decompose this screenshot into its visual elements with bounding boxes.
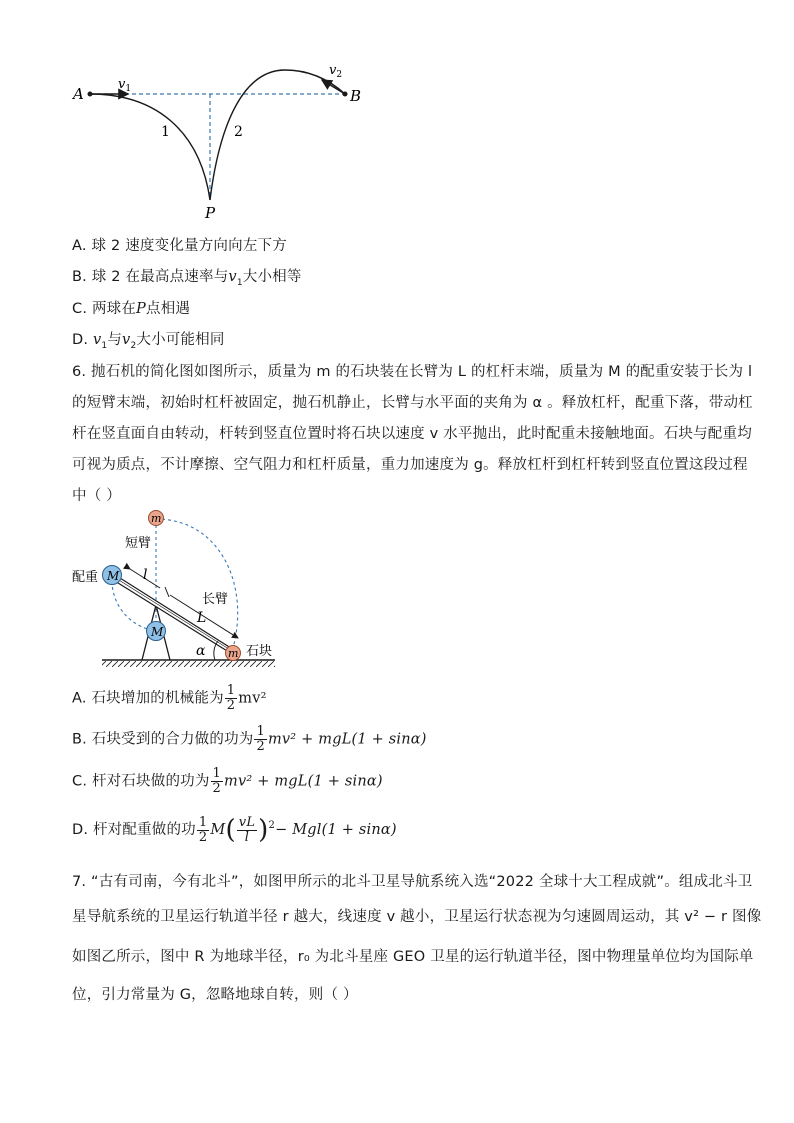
q7-line-3: 如图乙所示，图中 R 为地球半径，r₀ 为北斗星座 GEO 卫星的运行轨道半径，图中物理量单位均为国际单 <box>72 949 754 965</box>
label-v2: $v_2$ <box>329 63 343 80</box>
label-b: B <box>350 87 362 105</box>
lever-bar-inner <box>114 577 232 651</box>
label-L: L <box>197 610 207 626</box>
curve-2 <box>210 70 345 200</box>
fraction-half: $\frac{1}{2}$ <box>226 683 236 713</box>
fraction-half: $\frac{1}{2}$ <box>198 814 208 845</box>
label-short-arm: 短臂 <box>125 536 152 551</box>
q6-option-d: D. 杆对配重做的功 $\frac{1}{2}$ M( $\frac{vL}{l}$ )$^2$− Mgl(1 + sinα) <box>72 814 397 845</box>
q7-line-2: 星导航系统的卫星运行轨道半径 r 越大，线速度 v 越小，卫星运行状态视为匀速圆周运动，其 v² − r 图像 <box>72 909 762 925</box>
fraction-vl-over-l: $\frac{vL}{l}$ <box>238 814 256 845</box>
label-p: P <box>205 204 216 222</box>
q5-option-b: B. 球 2 在最高点速率与$v_1$大小相等 <box>72 269 302 288</box>
q6-stem-line-2: 的短臂末端，初始时杠杆被固定，抛石机静止，长臂与水平面的夹角为 α 。释放杠杆，配重下落，带动杠 <box>72 395 753 411</box>
label-alpha: α <box>196 643 206 659</box>
q5-option-c: C. 两球在P点相遇 <box>72 301 191 317</box>
q7-line-1: 7. “古有司南，今有北斗”，如图甲所示的北斗卫星导航系统入选“2022 全球十大工程成就”。组成北斗卫 <box>72 874 753 890</box>
q5-option-d: D. $v_1$与$v_2$大小可能相同 <box>72 332 225 351</box>
ground-hatch <box>102 661 275 667</box>
label-M-top: M <box>107 569 120 583</box>
q6-option-a: A. 石块增加的机械能为 $\frac{1}{2}$ mv² <box>72 683 267 713</box>
v2-arrow <box>322 80 345 94</box>
fraction-half: $\frac{1}{2}$ <box>212 766 222 796</box>
q6-option-c: C. 杆对石块做的功为 $\frac{1}{2}$ mv² + mgL(1 + sinα) <box>72 766 383 796</box>
q6-stem-line-1: 6. 抛石机的简化图如图所示，质量为 m 的石块装在长臂为 L 的杠杆末端，质量为 M 的配重安装于长为 l <box>72 364 753 380</box>
label-m-bottom: m <box>228 647 239 660</box>
label-long-arm: 长臂 <box>202 592 229 607</box>
q7-line-4: 位，引力常量为 G，忽略地球自转，则（ ） <box>72 987 358 1003</box>
q6-option-b: B. 石块受到的合力做的功为 $\frac{1}{2}$ mv² + mgL(1 + sinα) <box>72 724 427 754</box>
point-a <box>88 92 93 97</box>
q5-option-a: A. 球 2 速度变化量方向向左下方 <box>72 238 287 254</box>
label-stone: 石块 <box>246 644 273 659</box>
label-v1: $v_1$ <box>118 77 132 94</box>
label-curve-1: 1 <box>161 124 170 140</box>
point-b <box>343 92 348 97</box>
label-curve-2: 2 <box>234 124 243 140</box>
q6-stem-line-5: 中（ ） <box>72 488 121 504</box>
label-m-top: m <box>151 512 162 525</box>
curve-1 <box>90 94 210 200</box>
projectile-figure <box>60 60 380 225</box>
q6-stem-line-3: 杆在竖直面自由转动，杆转到竖直位置时将石块以速度 v 水平抛出，此时配重未接触地面。石块与配重均 <box>72 426 752 442</box>
label-a: A <box>73 85 84 103</box>
trebuchet-figure <box>70 505 290 670</box>
label-counterweight: 配重 <box>72 570 99 585</box>
fraction-half: $\frac{1}{2}$ <box>256 724 265 754</box>
label-M-bottom: M <box>151 625 164 639</box>
q6-stem-line-4: 可视为质点，不计摩擦、空气阻力和杠杆质量，重力加速度为 g。释放杠杆到杠杆转到竖直位置这段过程 <box>72 457 748 473</box>
dim-tick <box>165 587 169 597</box>
label-l: l <box>143 567 148 583</box>
